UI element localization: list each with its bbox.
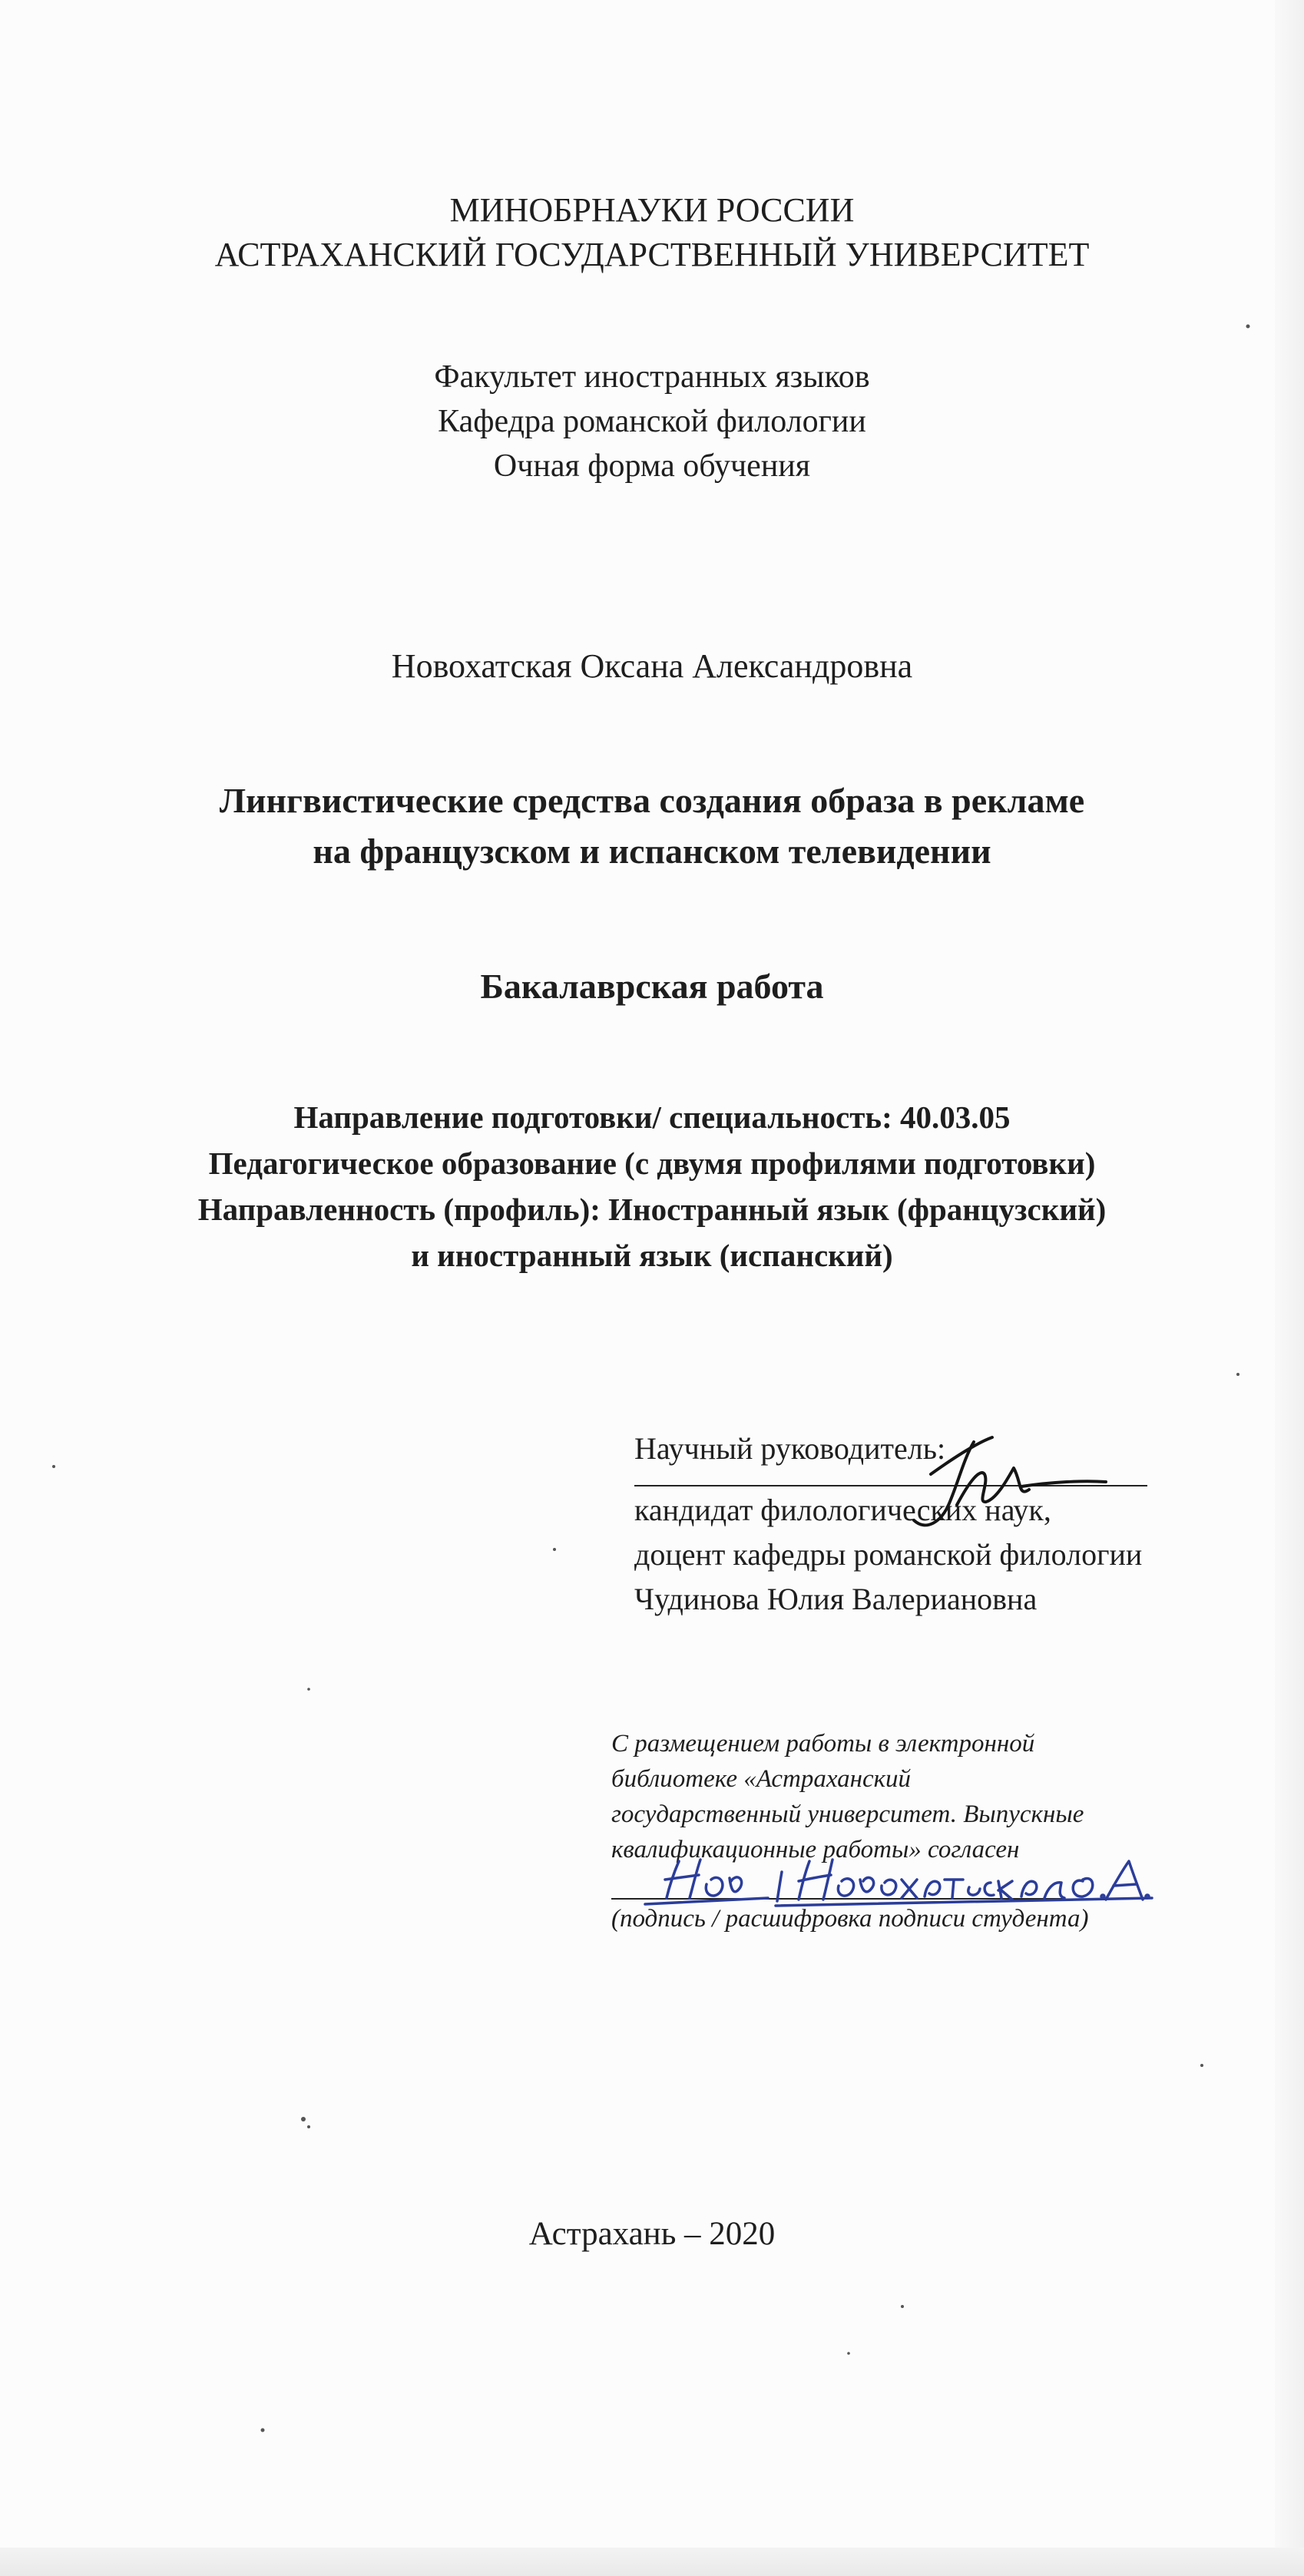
- direction-line-1: Направление подготовки/ специальность: 40.03.05: [293, 1100, 1011, 1135]
- supervisor-position: доцент кафедры романской филологии: [634, 1537, 1143, 1572]
- supervisor-label: Научный руководитель:: [634, 1431, 946, 1466]
- author-name-text: Новохатская Оксана Александровна: [391, 647, 913, 685]
- consent-line-3: государственный университет. Выпускные: [611, 1801, 1084, 1828]
- thesis-title-line-2: на французском и испанском телевидении: [313, 832, 991, 871]
- study-form: Очная форма обучения: [493, 448, 811, 484]
- university-name: АСТРАХАНСКИЙ ГОСУДАРСТВЕННЫЙ УНИВЕРСИТЕТ: [214, 236, 1090, 273]
- work-type-text: Бакалаврская работа: [480, 967, 824, 1006]
- supervisor-degree: кандидат филологических наук,: [634, 1493, 1051, 1527]
- supervisor-name: Чудинова Юлия Валериановна: [634, 1582, 1038, 1616]
- consent-line-4: квалификационные работы» согласен: [611, 1836, 1020, 1863]
- faculty-name: Факультет иностранных языков: [434, 359, 870, 395]
- chair-name: Кафедра романской филологии: [438, 404, 866, 439]
- thesis-title-line-1: Лингвистические средства создания образа в рекламе: [219, 781, 1085, 820]
- consent-line-1: С размещением работы в электронной: [611, 1730, 1035, 1758]
- signature-caption: (подпись / расшифровка подписи студента): [611, 1905, 1089, 1933]
- direction-line-4: и иностранный язык (испанский): [411, 1238, 893, 1273]
- direction-line-2: Педагогическое образование (с двумя профилями подготовки): [208, 1146, 1096, 1181]
- direction-line-3: Направленность (профиль): Иностранный язык (французский): [197, 1192, 1107, 1227]
- consent-line-2: библиотеке «Астраханский: [611, 1765, 912, 1793]
- ministry-name: МИНОБРНАУКИ РОССИИ: [449, 191, 855, 229]
- city-year-text: Астрахань – 2020: [528, 2216, 776, 2252]
